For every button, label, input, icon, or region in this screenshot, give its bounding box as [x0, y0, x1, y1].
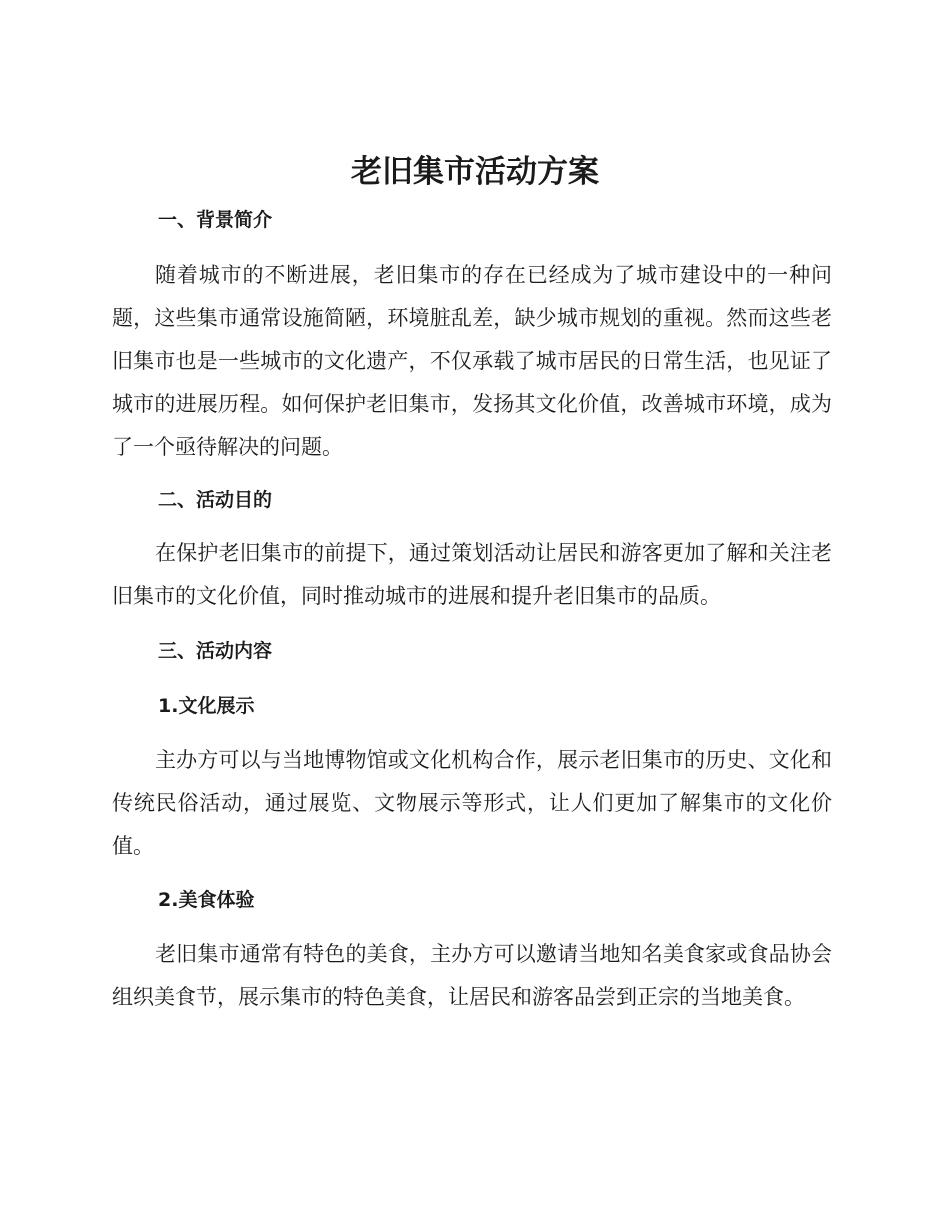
section-heading-background: 一、背景简介 — [158, 209, 273, 231]
section-paragraph-purpose: 在保护老旧集市的前提下，通过策划活动让居民和游客更加了解和关注老旧集市的文化价值，同时推动城市的进展和提升老旧集市的品质。 — [112, 541, 832, 608]
section-heading-content: 三、活动内容 — [158, 640, 273, 662]
subsection-heading-food: 2.美食体验 — [158, 889, 255, 911]
section-heading-purpose: 二、活动目的 — [158, 489, 273, 511]
subsection-heading-culture: 1.文化展示 — [158, 695, 255, 717]
subsection-paragraph-culture: 主办方可以与当地博物馆或文化机构合作，展示老旧集市的历史、文化和传统民俗活动，通过展览、文物展示等形式，让人们更加了解集市的文化价值。 — [112, 748, 832, 858]
document-title: 老旧集市活动方案 — [351, 154, 599, 190]
section-paragraph-background: 随着城市的不断进展，老旧集市的存在已经成为了城市建设中的一种问题，这些集市通常设施简陋，环境脏乱差，缺少城市规划的重视。然而这些老旧集市也是一些城市的文化遗产，不仅承载了城市居民的日常生活，也见证了城市的进展历程。如何保护老旧集市，发扬其文化价值，改善城市环境，成为了一个亟待解决的问题。 — [112, 263, 832, 459]
subsection-paragraph-food: 老旧集市通常有特色的美食，主办方可以邀请当地知名美食家或食品协会组织美食节，展示集市的特色美食，让居民和游客品尝到正宗的当地美食。 — [112, 942, 832, 1009]
